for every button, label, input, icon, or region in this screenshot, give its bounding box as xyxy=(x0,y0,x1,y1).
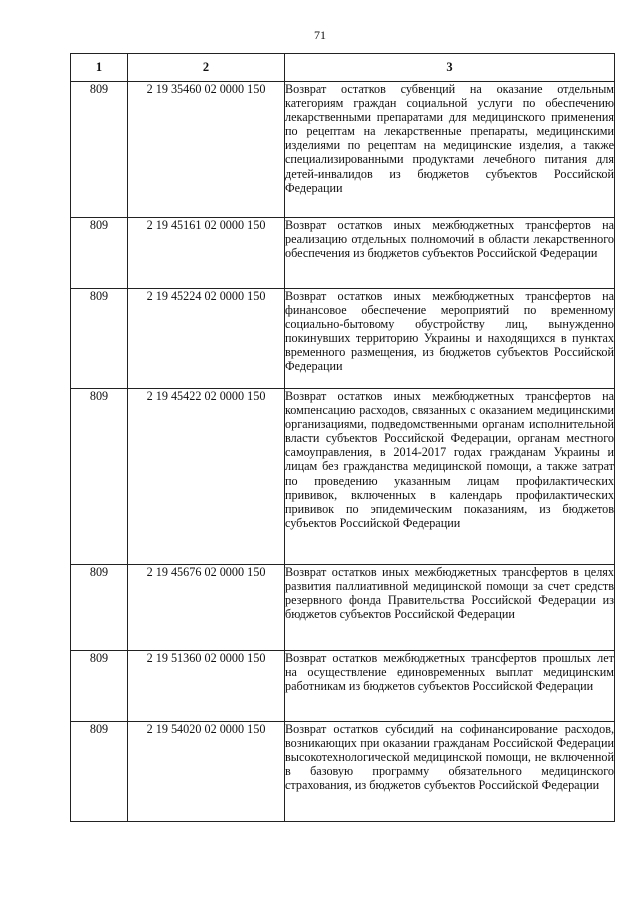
table-row xyxy=(71,651,615,722)
column-header-3: 3 xyxy=(285,54,615,82)
description-cell: Возврат остатков иных межбюджетных трансфертов на финансовое обеспечение мероприятий по временному социально-бытовому обустройству лиц, вынужденно покинувших территорию Украины и находящихся в пунктах временного размещения, из бюджетов субъектов Российской Федерации xyxy=(285,289,615,389)
table-header-row xyxy=(71,54,615,82)
admin-code-cell: 809 xyxy=(71,651,128,722)
table-row xyxy=(71,565,615,651)
budget-code-cell: 2 19 45224 02 0000 150 xyxy=(128,289,285,389)
budget-code-cell: 2 19 45161 02 0000 150 xyxy=(128,218,285,289)
column-header-1: 1 xyxy=(71,54,128,82)
admin-code-cell: 809 xyxy=(71,389,128,565)
admin-code-cell: 809 xyxy=(71,565,128,651)
budget-code-cell: 2 19 35460 02 0000 150 xyxy=(128,82,285,218)
table-row xyxy=(71,289,615,389)
description-cell: Возврат остатков субвенций на оказание отдельным категориям граждан социальной услуги по обеспечению лекарственными препаратами для медицинского применения по рецептам на лекарственные препараты, медицинскими изделиями по рецептам на медицинские изделия, а также специализированными продуктами лечебного питания для детей-инвалидов из бюджетов субъектов Российской Федерации xyxy=(285,82,615,218)
table-row xyxy=(71,218,615,289)
admin-code-cell: 809 xyxy=(71,218,128,289)
admin-code-cell: 809 xyxy=(71,82,128,218)
table-row xyxy=(71,722,615,822)
budget-classification-table xyxy=(70,53,615,822)
page-number: 71 xyxy=(314,28,326,42)
admin-code-cell: 809 xyxy=(71,722,128,822)
description-cell: Возврат остатков иных межбюджетных трансфертов на компенсацию расходов, связанных с оказанием медицинскими организациями, подведомственными органам исполнительной власти субъектов Российской Федерации, органам местного самоуправления, в 2014-2017 годах гражданам Украины и лицам без гражданства медицинской помощи, а также затрат по проведению указанным лицам профилактических прививок, включенных в календарь профилактических прививок по эпидемическим показаниям, из бюджетов субъектов Российской Федерации xyxy=(285,389,615,565)
description-cell: Возврат остатков субсидий на софинансирование расходов, возникающих при оказании гражданам Российской Федерации высокотехнологической медицинской помощи, не включенной в базовую программу обязательного медицинского страхования, из бюджетов субъектов Российской Федерации xyxy=(285,722,615,822)
budget-code-cell: 2 19 45422 02 0000 150 xyxy=(128,389,285,565)
budget-code-cell: 2 19 45676 02 0000 150 xyxy=(128,565,285,651)
table-row xyxy=(71,82,615,218)
description-cell: Возврат остатков иных межбюджетных трансфертов в целях развития паллиативной медицинской помощи за счет средств резервного фонда Правительства Российской Федерации из бюджетов субъектов Российской Федерации xyxy=(285,565,615,651)
column-header-2: 2 xyxy=(128,54,285,82)
description-cell: Возврат остатков иных межбюджетных трансфертов на реализацию отдельных полномочий в области лекарственного обеспечения из бюджетов субъектов Российской Федерации xyxy=(285,218,615,289)
budget-code-cell: 2 19 54020 02 0000 150 xyxy=(128,722,285,822)
budget-code-cell: 2 19 51360 02 0000 150 xyxy=(128,651,285,722)
admin-code-cell: 809 xyxy=(71,289,128,389)
description-cell: Возврат остатков межбюджетных трансфертов прошлых лет на осуществление единовременных выплат медицинским работникам из бюджетов субъектов Российской Федерации xyxy=(285,651,615,722)
table-row xyxy=(71,389,615,565)
